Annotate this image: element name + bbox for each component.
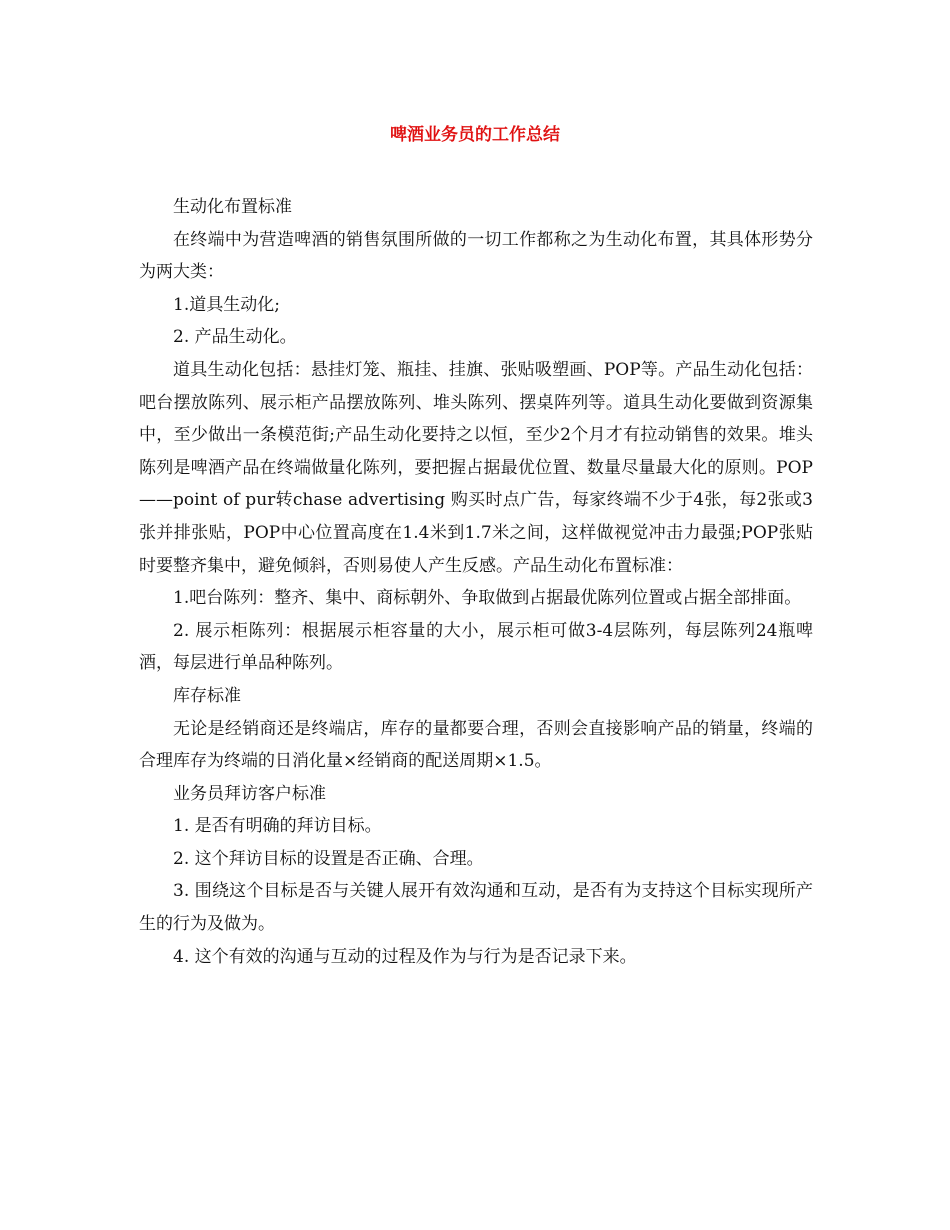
list-item: 1.道具生动化; [173, 294, 280, 315]
list-item: 2. 产品生动化。 [173, 327, 297, 348]
paragraph: 在终端中为营造啤酒的销售氛围所做的一切工作都称之为生动化布置，其具体形势分为两大类： [139, 229, 813, 283]
list-item: 2. 这个拜访目标的设置是否正确、合理。 [173, 848, 484, 869]
list-item: 2. 展示柜陈列：根据展示柜容量的大小，展示柜可做3-4层陈列，每层陈列24瓶啤酒，每层进行单品种陈列。 [139, 620, 813, 674]
section-heading-inventory: 库存标准 [173, 685, 241, 706]
list-item: 4. 这个有效的沟通与互动的过程及作为与行为是否记录下来。 [173, 946, 637, 967]
paragraph: 无论是经销商还是终端店，库存的量都要合理，否则会直接影响产品的销量，终端的合理库存为终端的日消化量×经销商的配送周期×1.5。 [139, 718, 813, 772]
section-heading-visit: 业务员拜访客户标准 [173, 783, 326, 804]
paragraph: 道具生动化包括：悬挂灯笼、瓶挂、挂旗、张贴吸塑画、POP等。产品生动化包括：吧台摆放陈列、展示柜产品摆放陈列、堆头陈列、摆桌阵列等。道具生动化要做到资源集中，至少做出一条模范街;产品生动化要持之以恒，至少2个月才有拉动销售的效果。堆头陈列是啤酒产品在终端做量化陈列，要把握占据最优位置、数量尽量最大化的原则。POP——point of pur转chase advertising 购买时点广告，每家终端不少于4张，每2张或3张并排张贴，POP中心位置高度在1.4米到1.7米之间，这样做视觉冲击力最强;POP张贴时要整齐集中，避免倾斜，否则易使人产生反感。产品生动化布置标准： [139, 359, 813, 576]
section-heading-display: 生动化布置标准 [173, 197, 292, 217]
document-title: 啤酒业务员的工作总结 [390, 125, 560, 145]
list-item: 3. 围绕这个目标是否与关键人展开有效沟通和互动，是否有为支持这个目标实现所产生的行为及做为。 [139, 881, 813, 935]
list-item: 1. 是否有明确的拜访目标。 [173, 816, 382, 837]
list-item: 1.吧台陈列：整齐、集中、商标朝外、争取做到占据最优陈列位置或占据全部排面。 [173, 588, 802, 609]
document-body [139, 191, 813, 973]
